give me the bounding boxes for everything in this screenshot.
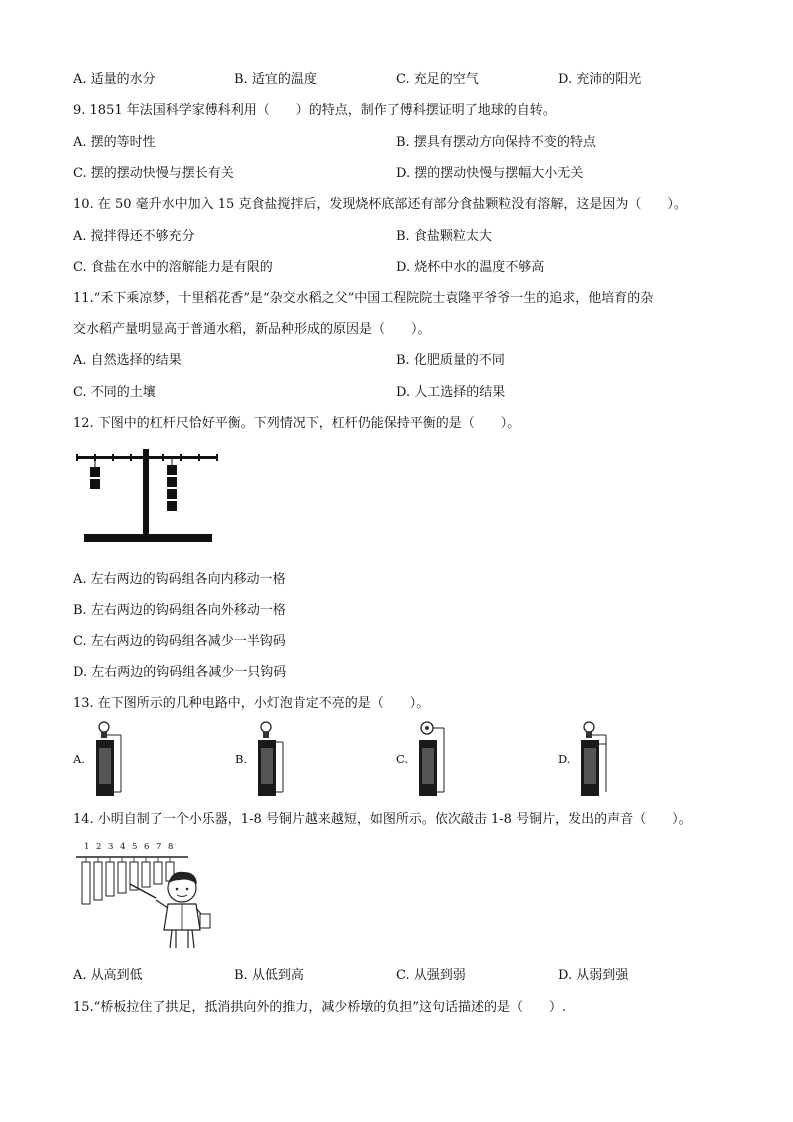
q14-stem: 14. 小明自制了一个小乐器，1-8 号铜片越来越短，如图所示。依次敲击 1-8 号铜片，发出的声音（ ）。 — [73, 812, 692, 827]
q15-stem: 15.“桥板拉住了拱足，抵消拱向外的推力，减少桥墩的负担”这句话描述的是（ ）. — [73, 1000, 567, 1015]
q9-option-b[interactable]: B. 摆具有摆动方向保持不变的特点 — [396, 135, 596, 150]
circuit-label-a[interactable]: A. — [73, 752, 85, 766]
q9-stem: 9. 1851 年法国科学家傅科利用（ ）的特点，制作了傅科摆证明了地球的自转。 — [73, 103, 556, 118]
q13-stem: 13. 在下图所示的几种电路中，小灯泡肯定不亮的是（ ）。 — [73, 696, 430, 711]
q11-stem-line2: 交水稻产量明显高于普通水稻，新品种形成的原因是（ ）。 — [73, 322, 431, 337]
plate-number-4: 4 — [120, 842, 126, 852]
plate-number-1: 1 — [84, 842, 90, 852]
circuit-label-d[interactable]: D. — [558, 752, 571, 766]
q14-option-a[interactable]: A. 从高到低 — [73, 968, 143, 983]
q9-option-c[interactable]: C. 摆的摆动快慢与摆长有关 — [73, 166, 234, 181]
circuit-a-figure[interactable] — [90, 718, 130, 798]
plate-number-3: 3 — [108, 842, 114, 852]
q11-option-c[interactable]: C. 不同的土壤 — [73, 385, 156, 400]
q12-option-a[interactable]: A. 左右两边的钩码组各向内移动一格 — [73, 572, 286, 587]
q14-option-c[interactable]: C. 从强到弱 — [396, 968, 466, 983]
q8-option-a[interactable]: A. 适量的水分 — [73, 72, 156, 87]
circuit-label-c[interactable]: C. — [396, 752, 409, 766]
instrument-figure — [76, 840, 216, 950]
q10-option-d[interactable]: D. 烧杯中水的温度不够高 — [396, 260, 545, 275]
circuit-b-figure[interactable] — [252, 718, 292, 798]
plate-number-8: 8 — [168, 842, 174, 852]
q11-option-b[interactable]: B. 化肥质量的不同 — [396, 353, 505, 368]
q11-stem-line1: 11.“禾下乘凉梦，十里稻花香”是“杂交水稻之父”中国工程院院士袁隆平爷爷一生的追求，他培育的杂 — [73, 291, 654, 306]
q10-option-a[interactable]: A. 搅拌得还不够充分 — [73, 229, 195, 244]
circuit-c-figure[interactable] — [413, 718, 453, 798]
circuit-d-figure[interactable] — [575, 718, 615, 798]
q9-option-a[interactable]: A. 摆的等时性 — [73, 135, 156, 150]
q11-option-a[interactable]: A. 自然选择的结果 — [73, 353, 182, 368]
q8-option-b[interactable]: B. 适宜的温度 — [234, 72, 317, 87]
q12-stem: 12. 下图中的杠杆尺恰好平衡。下列情况下，杠杆仍能保持平衡的是（ ）。 — [73, 416, 521, 431]
plate-number-5: 5 — [132, 842, 138, 852]
q14-option-b[interactable]: B. 从低到高 — [234, 968, 304, 983]
plate-number-6: 6 — [144, 842, 150, 852]
q8-option-d[interactable]: D. 充沛的阳光 — [558, 72, 642, 87]
q10-option-b[interactable]: B. 食盐颗粒太大 — [396, 229, 492, 244]
q14-option-d[interactable]: D. 从弱到强 — [558, 968, 629, 983]
q11-option-d[interactable]: D. 人工选择的结果 — [396, 385, 506, 400]
lever-balance-figure — [72, 445, 222, 551]
q12-option-b[interactable]: B. 左右两边的钩码组各向外移动一格 — [73, 603, 286, 618]
circuit-label-b[interactable]: B. — [235, 752, 248, 766]
q10-stem: 10. 在 50 毫升水中加入 15 克食盐搅拌后，发现烧杯底部还有部分食盐颗粒没有溶解，这是因为（ ）。 — [73, 197, 687, 212]
q12-option-c[interactable]: C. 左右两边的钩码组各减少一半钩码 — [73, 634, 286, 649]
q9-option-d[interactable]: D. 摆的摆动快慢与摆幅大小无关 — [396, 166, 584, 181]
q10-option-c[interactable]: C. 食盐在水中的溶解能力是有限的 — [73, 260, 273, 275]
q8-option-c[interactable]: C. 充足的空气 — [396, 72, 479, 87]
plate-number-7: 7 — [156, 842, 162, 852]
q12-option-d[interactable]: D. 左右两边的钩码组各减少一只钩码 — [73, 665, 287, 680]
plate-number-2: 2 — [96, 842, 102, 852]
